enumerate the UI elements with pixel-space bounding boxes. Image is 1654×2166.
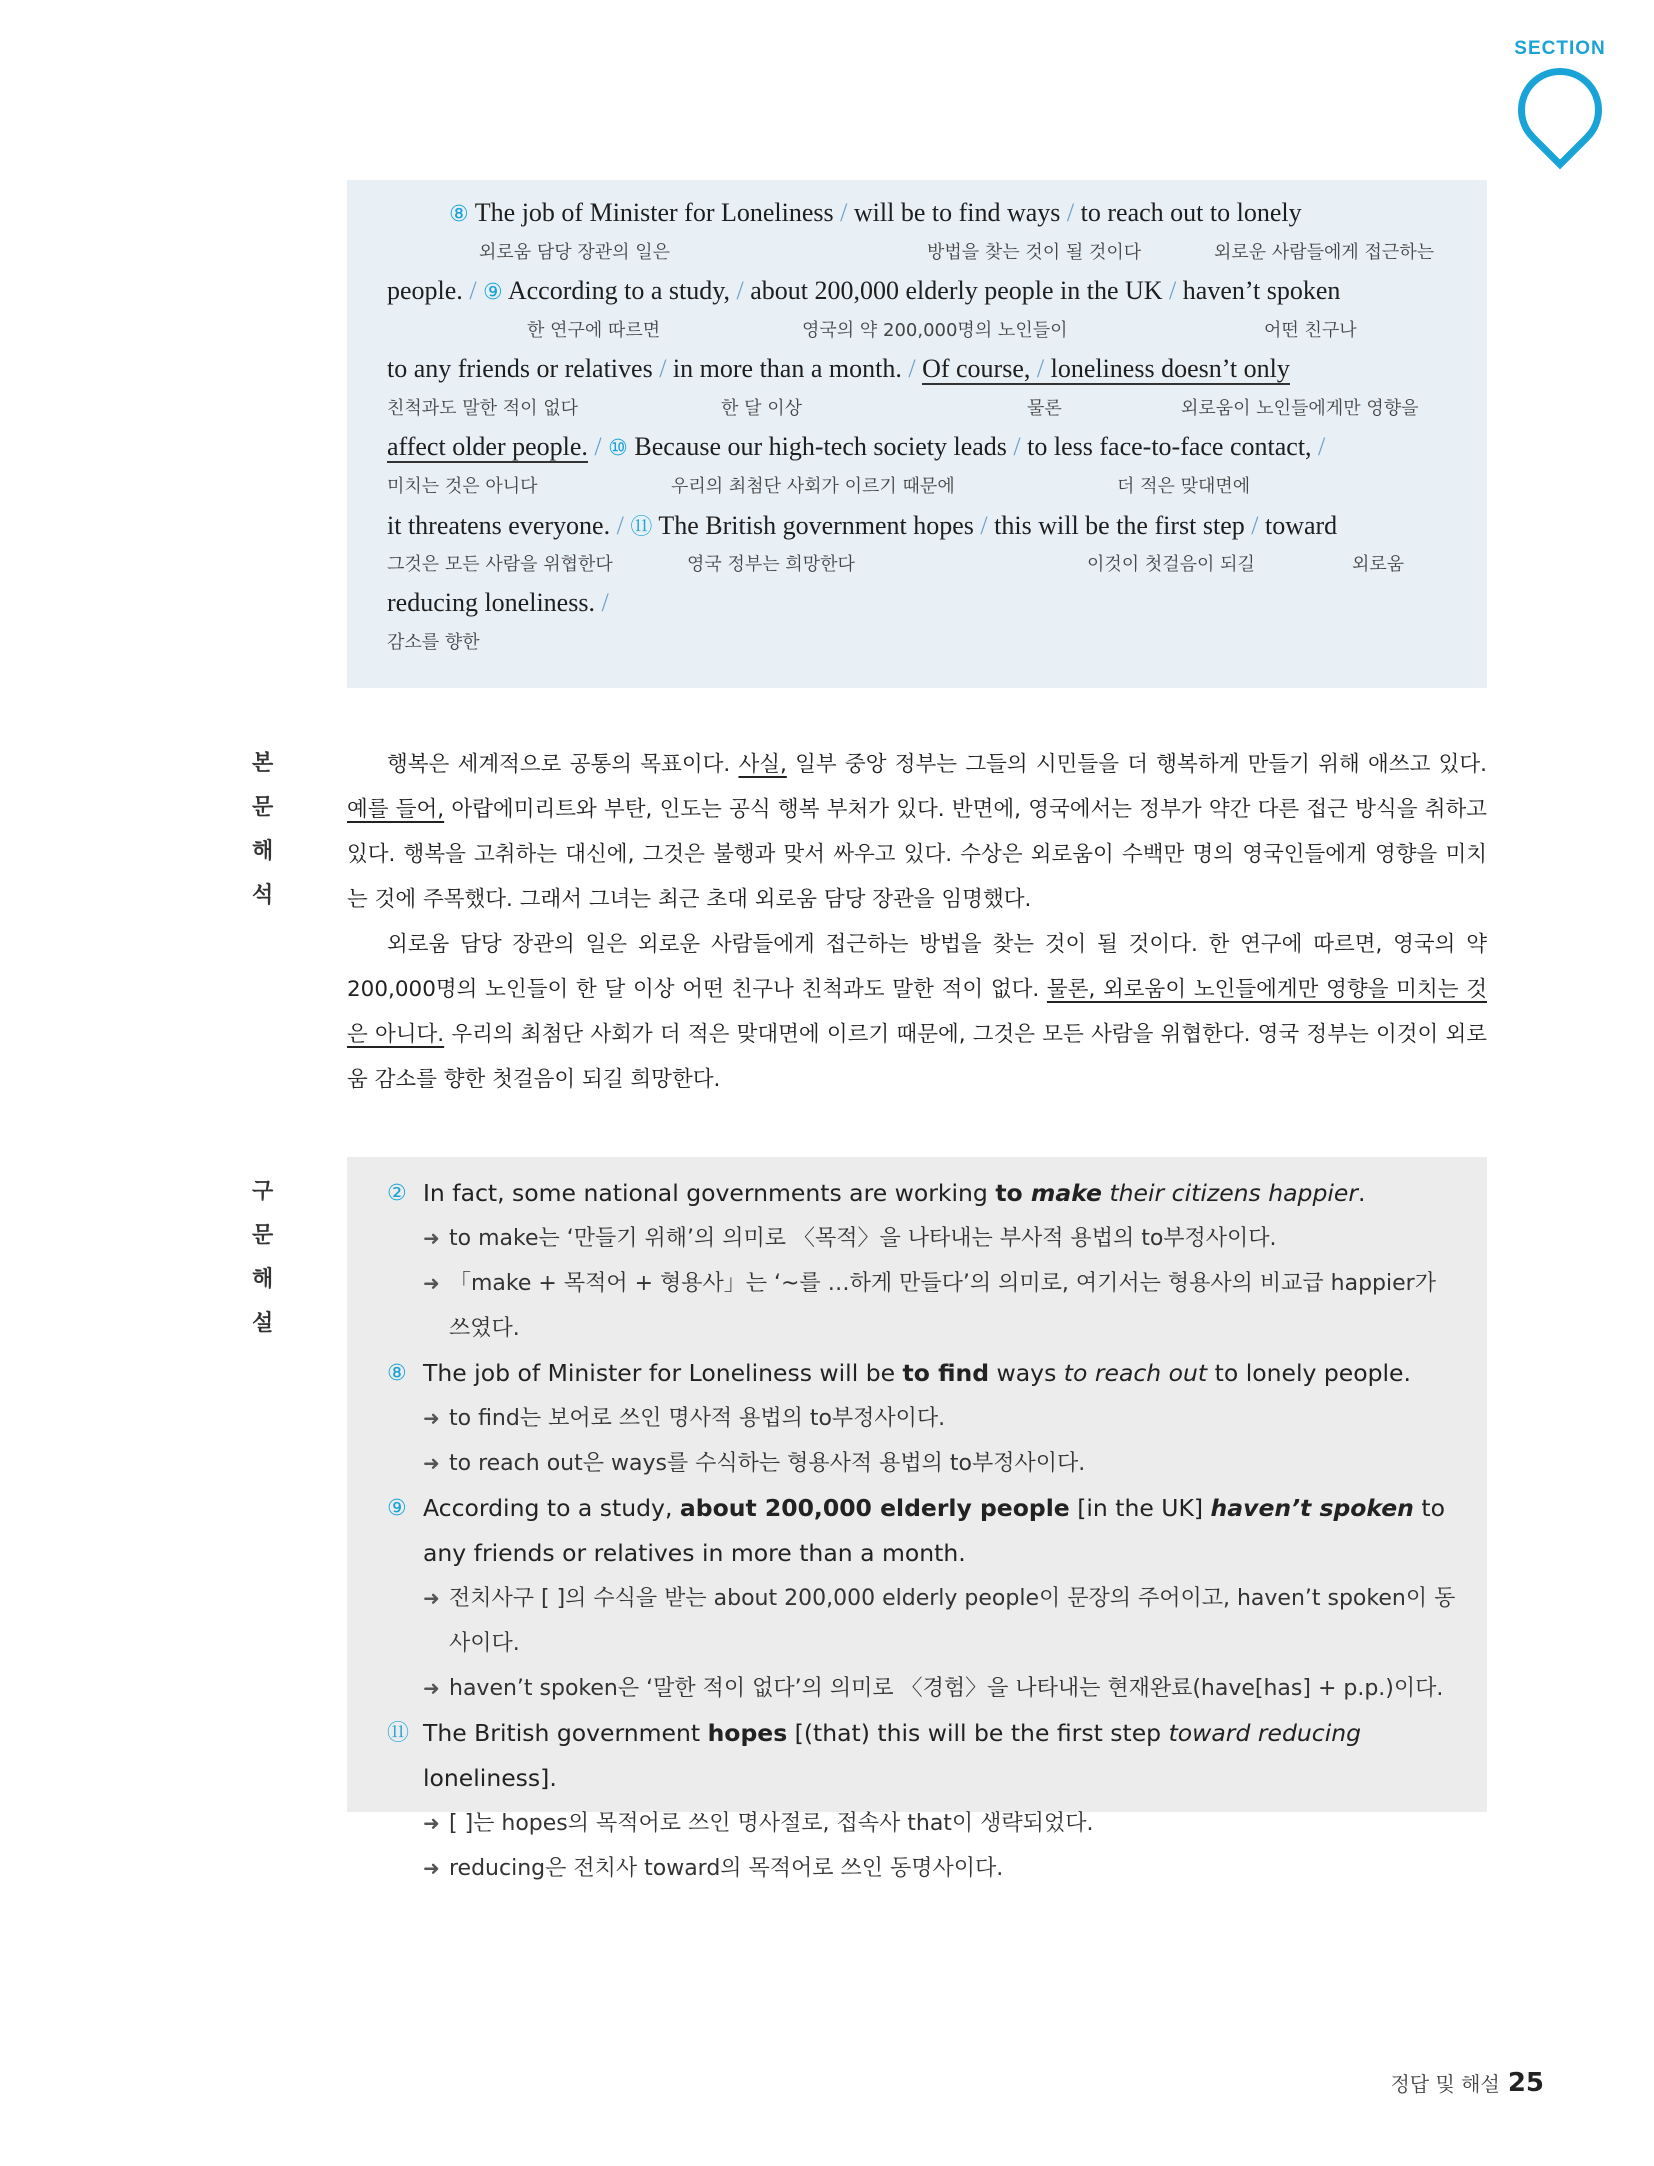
sentence-number: ⑧ [449,202,469,227]
grammar-item-9: ⑨ According to a study, about 200,000 elderly people [in the UK] haven’t spoken to any friends or relatives in more than a month. [387,1494,1445,1567]
grammar-note: ➜ [ ]는 hopes의 목적어로 쓰인 명사절로, 접속사 that이 생략되었다. [387,1801,1457,1846]
arrow-icon: ➜ [423,1271,440,1295]
grammar-note: ➜ 전치사구 [ ]의 수식을 받는 about 200,000 elderly people이 문장의 주어이고, haven’t spoken이 동사이다. [387,1576,1457,1666]
chunk-line-2: people. / ⑨ According to a study, / about 200,000 elderly people in the UK / haven’t spoken 한 연구에 따르면 영국의 약 200,000명의 노인들이 어떤 친구나 [387,276,1357,341]
translation-paragraph-1: 행복은 세계적으로 공통의 목표이다. 사실, 일부 중앙 정부는 그들의 시민들을 더 행복하게 만들기 위해 애쓰고 있다. 예를 들어, 아랍에미리트와 부탄, 인도는 공식 행복 부처가 있다. 반면에, 영국에서는 정부가 약간 다른 접근 방식을 취하고 있다. 행복을 고취하는 대신에, 그것은 불행과 맞서 싸우고 있다. 수상은 외로움이 수백만 명의 영국인들에게 영향을 미치는 것에 주목했다. 그래서 그녀는 최근 초대 외로움 담당 장관을 임명했다. [347,752,1488,912]
page-footer [1390,2068,1544,2098]
grammar-item-2: ② In fact, some national governments are working to make their citizens happier. [387,1179,1366,1207]
grammar-note: ➜ haven’t spoken은 ‘말한 적이 없다’의 의미로 〈경험〉을 나타내는 현재완료(have[has] + p.p.)이다. [387,1666,1457,1711]
chunk-line-6: reducing loneliness. / 감소를 향한 [387,588,609,653]
arrow-icon: ➜ [423,1226,440,1250]
section-label: SECTION [1514,38,1606,59]
section-badge [1505,38,1615,168]
grammar-item-8: ⑧ The job of Minister for Loneliness will be to find ways to reach out to lonely people. [387,1359,1411,1387]
grammar-note: ➜ to reach out은 ways를 수식하는 형용사적 용법의 to부정사이다. [387,1441,1457,1486]
chunk-line-4: affect older people. / ⑩ Because our high-tech society leads / to less face-to-face contact, / 미치는 것은 아니다 우리의 최첨단 사회가 이르기 때문에 더 적은 맞대면에 [387,432,1326,497]
grammar-box [347,1157,1487,1881]
arrow-icon: ➜ [423,1586,440,1610]
sentence-number: ⑪ [630,515,653,540]
chunk-line-5: it threatens everyone. / ⑪ The British government hopes / this will be the first step / toward 그것은 모든 사람을 위협한다 영국 정부는 희망한다 이것이 첫걸음이 되길 외로움 [387,511,1405,575]
sentence-number: ⑩ [608,436,628,461]
grammar-label: 구 문 해 설 [252,1179,290,1336]
arrow-icon: ➜ [423,1676,440,1700]
translation-label: 본 문 해 석 [252,751,290,908]
chunk-reading-box [347,180,1487,688]
grammar-note: ➜ to make는 ‘만들기 위해’의 의미로 〈목적〉을 나타내는 부사적 용법의 to부정사이다. [387,1216,1457,1261]
chunk-line-1: ⑧ The job of Minister for Loneliness / will be to find ways / to reach out to lonely 외로움 담당 장관의 일은 방법을 찾는 것이 될 것이다 외로운 사람들에게 접근하는 [449,198,1435,263]
arrow-icon: ➜ [423,1856,440,1880]
page-number: 25 [1507,2068,1544,2098]
arrow-icon: ➜ [423,1451,440,1475]
grammar-note: ➜ 「make + 목적어 + 형용사」는 ‘~를 …하게 만들다’의 의미로, 여기서는 형용사의 비교급 happier가 쓰였다. [387,1261,1457,1351]
grammar-note: ➜ reducing은 전치사 toward의 목적어로 쓰인 동명사이다. [387,1846,1457,1891]
sentence-number: ⑨ [483,280,503,305]
grammar-item-11: ⑪ The British government hopes [(that) this will be the first step toward reducing loneliness]. [387,1719,1362,1792]
grammar-note: ➜ to find는 보어로 쓰인 명사적 용법의 to부정사이다. [387,1396,1457,1441]
arrow-icon: ➜ [423,1406,440,1430]
chunk-line-3: to any friends or relatives / in more than a month. / Of course, / loneliness doesn’t only 친척과도 말한 적이 없다 한 달 이상 물론 외로움이 노인들에게만 영향을 [387,354,1419,419]
section-number: 03 [1536,84,1584,131]
translation-paragraph-2: 외로움 담당 장관의 일은 외로운 사람들에게 접근하는 방법을 찾는 것이 될 것이다. 한 연구에 따르면, 영국의 약 200,000명의 노인들이 한 달 이상 어떤 친구나 친척과도 말한 적이 없다. 물론, 외로움이 노인들에게만 영향을 미치는 것은 아니다. 우리의 최첨단 사회가 더 적은 맞대면에 이르기 때문에, 그것은 모든 사람을 위협한다. 영국 정부는 이것이 외로움 감소를 향한 첫걸음이 되길 희망한다. [347,932,1487,1092]
footer-label: 정답 및 해설 [1390,2072,1500,2096]
translation-body [347,742,1487,1102]
arrow-icon: ➜ [423,1811,440,1835]
